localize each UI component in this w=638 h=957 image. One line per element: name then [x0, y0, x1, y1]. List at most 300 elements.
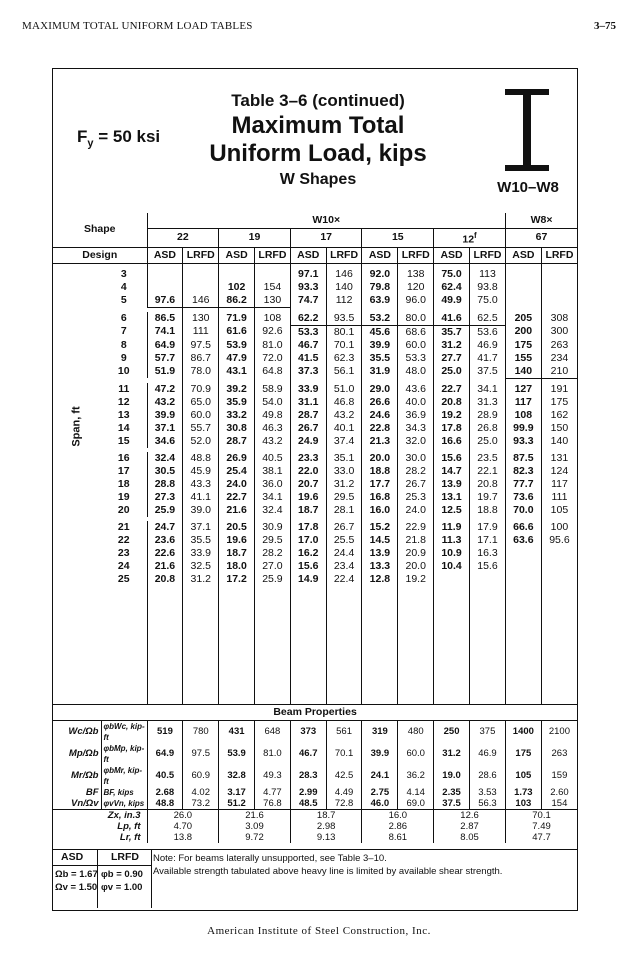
property-value: 519 — [147, 720, 183, 743]
spacer — [541, 586, 577, 705]
span-value: 22 — [117, 533, 130, 546]
lrfd-value: 80.0 — [398, 312, 434, 326]
property-row — [53, 798, 577, 810]
property-value: 70.1 — [326, 743, 362, 765]
lrfd-value: 32.0 — [398, 435, 434, 448]
property-value: 105 — [505, 765, 541, 787]
property-value: 60.0 — [398, 743, 434, 765]
lrfd-value: 150 — [541, 422, 577, 435]
lrfd-value — [183, 281, 219, 294]
lrfd-value: 34.1 — [255, 491, 291, 504]
asd-value: 34.6 — [147, 435, 183, 448]
asd-value: 37.1 — [147, 422, 183, 435]
asd-property-label: Mp/Ωb — [68, 748, 99, 759]
asd-value: 30.8 — [219, 422, 255, 435]
table-row — [53, 435, 577, 448]
lrfd-value: 26.8 — [469, 422, 505, 435]
property-value: 4.77 — [255, 787, 291, 798]
asd-value: 27.3 — [147, 491, 183, 504]
property-value: 648 — [255, 720, 291, 743]
property-value: 2.60 — [541, 787, 577, 798]
lrfd-value: 65.0 — [183, 396, 219, 409]
lrfd-value: 234 — [541, 352, 577, 365]
asd-value: 18.7 — [219, 547, 255, 560]
lrfd-value: 95.6 — [541, 534, 577, 547]
asd-value: 41.6 — [434, 312, 470, 326]
lrfd-value: 54.0 — [255, 396, 291, 409]
lrfd-value: 20.8 — [469, 478, 505, 491]
lrfd-value — [541, 547, 577, 560]
asd-value: 33.9 — [290, 383, 326, 396]
lrfd-col-header: LRFD — [541, 247, 577, 263]
table-row — [53, 491, 577, 504]
property-value: 28.3 — [290, 765, 326, 787]
asd-value: 22.7 — [219, 491, 255, 504]
lrfd-value — [541, 294, 577, 308]
table-subtitle: W Shapes — [279, 171, 357, 188]
lrfd-value: 117 — [541, 478, 577, 491]
section-property-value: 7.49 — [505, 821, 577, 832]
property-value: 46.0 — [362, 798, 398, 810]
lrfd-value: 22.1 — [469, 465, 505, 478]
weight-header: 12$^f$ — [434, 229, 506, 248]
section-property-value: 2.87 — [434, 821, 506, 832]
asd-col-header: ASD — [505, 247, 541, 263]
lrfd-value: 75.0 — [469, 294, 505, 308]
lrfd-value: 28.2 — [255, 547, 291, 560]
asd-value: 10.9 — [434, 547, 470, 560]
lrfd-value: 43.2 — [326, 409, 362, 422]
lrfd-col-header: LRFD — [183, 247, 219, 263]
table-row — [53, 352, 577, 365]
property-value: 250 — [434, 720, 470, 743]
spacer — [183, 586, 219, 705]
lrfd-value: 100 — [541, 521, 577, 534]
lrfd-value: 112 — [326, 294, 362, 308]
spacer — [362, 586, 398, 705]
lrfd-value: 55.7 — [183, 422, 219, 435]
lrfd-col-header: LRFD — [255, 247, 291, 263]
lrfd-value: 41.1 — [183, 491, 219, 504]
spacer — [326, 586, 362, 705]
lrfd-value: 15.6 — [469, 560, 505, 573]
asd-label: ASD — [61, 851, 84, 863]
property-value: 2.68 — [147, 787, 183, 798]
lrfd-value: 20.9 — [398, 547, 434, 560]
lrfd-value: 68.6 — [398, 325, 434, 339]
spacer — [147, 586, 183, 705]
property-value: 76.8 — [255, 798, 291, 810]
span-value: 20 — [117, 503, 130, 516]
asd-value: 14.5 — [362, 534, 398, 547]
asd-value — [434, 573, 470, 586]
table-row — [53, 478, 577, 491]
lrfd-value: 34.3 — [398, 422, 434, 435]
table-row — [53, 281, 577, 294]
span-value: 9 — [120, 351, 127, 364]
lrfd-value: 16.3 — [469, 547, 505, 560]
asd-value: 18.7 — [290, 504, 326, 517]
property-value: 431 — [219, 720, 255, 743]
span-value: 10 — [117, 364, 130, 377]
spacer — [290, 586, 326, 705]
section-property-label: Zx, in.3 — [107, 809, 141, 821]
lrfd-value: 19.7 — [469, 491, 505, 504]
asd-value: 21.6 — [147, 560, 183, 573]
notes-section — [53, 849, 577, 910]
asd-value: 26.9 — [219, 452, 255, 465]
section-property-value: 70.1 — [505, 809, 577, 821]
asd-value: 19.6 — [219, 534, 255, 547]
property-row — [53, 765, 577, 787]
lrfd-value: 52.0 — [183, 435, 219, 448]
asd-value: 31.9 — [362, 365, 398, 379]
asd-value: 25.4 — [219, 465, 255, 478]
property-row — [53, 720, 577, 743]
group-header-w8: W8× — [505, 213, 577, 229]
asd-value: 37.3 — [290, 365, 326, 379]
asd-value: 18.0 — [219, 560, 255, 573]
section-property-value: 4.70 — [147, 821, 219, 832]
asd-col-header: ASD — [147, 247, 183, 263]
asd-value: 12.8 — [362, 573, 398, 586]
asd-value: 49.9 — [434, 294, 470, 308]
page-footer: American Institute of Steel Construction, Inc. — [207, 925, 431, 937]
asd-value: 46.7 — [290, 339, 326, 352]
asd-property-label: Mr/Ωb — [71, 770, 99, 781]
asd-value: 25.9 — [147, 504, 183, 517]
lrfd-value: 175 — [541, 396, 577, 409]
asd-value: 20.5 — [219, 521, 255, 534]
lrfd-value: 30.0 — [398, 452, 434, 465]
asd-col-header: ASD — [219, 247, 255, 263]
lrfd-label: LRFD — [111, 851, 139, 863]
asd-value — [219, 268, 255, 281]
lrfd-value: 17.9 — [469, 521, 505, 534]
property-value: 46.9 — [469, 743, 505, 765]
property-value: 4.02 — [183, 787, 219, 798]
note-text: Note: For beams laterally unsupported, see Table 3–10. Available strength tabulated above heavy line is limited by available shear strength. — [153, 853, 503, 877]
lrfd-value: 46.9 — [469, 339, 505, 352]
span-value: 11 — [118, 382, 130, 395]
asd-value: 28.7 — [219, 435, 255, 448]
asd-value: 71.9 — [219, 312, 255, 326]
weight-header: 19 — [219, 229, 291, 248]
section-property-value: 13.8 — [147, 832, 219, 843]
asd-value: 32.4 — [147, 452, 183, 465]
table-row — [53, 409, 577, 422]
asd-value: 43.2 — [147, 396, 183, 409]
yield-strength-label: $F_y = 50$ ksi — [77, 127, 161, 150]
lrfd-value: 120 — [398, 281, 434, 294]
asd-value: 13.9 — [362, 547, 398, 560]
section-property-value: 8.05 — [434, 832, 506, 843]
property-value: 64.9 — [147, 743, 183, 765]
section-property-row — [53, 821, 577, 832]
span-value: 21 — [117, 520, 130, 533]
asd-value: 28.7 — [290, 409, 326, 422]
lrfd-value: 93.8 — [469, 281, 505, 294]
table-row — [53, 521, 577, 534]
section-property-row — [53, 832, 577, 843]
lrfd-value: 17.1 — [469, 534, 505, 547]
spacer — [505, 586, 541, 705]
asd-value: 14.7 — [434, 465, 470, 478]
lrfd-value: 32.4 — [255, 504, 291, 517]
asd-value: 11.3 — [434, 534, 470, 547]
asd-value: 28.8 — [147, 478, 183, 491]
asd-value: 18.8 — [362, 465, 398, 478]
lrfd-value: 53.6 — [469, 325, 505, 339]
lrfd-value: 154 — [255, 281, 291, 294]
property-value: 36.2 — [398, 765, 434, 787]
table-row — [53, 452, 577, 465]
asd-value: 30.5 — [147, 465, 183, 478]
section-property-value: 26.0 — [147, 809, 219, 821]
asd-value: 41.5 — [290, 352, 326, 365]
asd-value: 24.6 — [362, 409, 398, 422]
span-value: 7 — [120, 325, 127, 338]
lrfd-value — [469, 573, 505, 586]
table-row — [53, 547, 577, 560]
asd-value: 66.6 — [505, 521, 541, 534]
shape-range: W10–W8 — [497, 179, 559, 196]
property-value: 3.53 — [469, 787, 505, 798]
span-value: 14 — [117, 421, 130, 434]
asd-value: 63.9 — [362, 294, 398, 308]
phi-values: φb = 0.90 φv = 1.00 — [101, 869, 143, 893]
lrfd-value: 26.7 — [326, 521, 362, 534]
spacer — [255, 586, 291, 705]
lrfd-value: 300 — [541, 325, 577, 339]
property-value: 4.14 — [398, 787, 434, 798]
property-value: 48.5 — [290, 798, 326, 810]
lrfd-value: 20.0 — [398, 560, 434, 573]
asd-col-header: ASD — [362, 247, 398, 263]
property-value: 263 — [541, 743, 577, 765]
section-property-value: 21.6 — [219, 809, 291, 821]
lrfd-value: 97.5 — [183, 339, 219, 352]
property-value: 319 — [362, 720, 398, 743]
asd-value: 21.3 — [362, 435, 398, 448]
asd-value: 61.6 — [219, 325, 255, 339]
lrfd-value: 25.3 — [398, 491, 434, 504]
span-value: 6 — [120, 311, 127, 324]
asd-value: 23.3 — [290, 452, 326, 465]
lrfd-value: 21.8 — [398, 534, 434, 547]
property-value: 46.7 — [290, 743, 326, 765]
section-property-value: 3.09 — [219, 821, 291, 832]
lrfd-value: 124 — [541, 465, 577, 478]
property-value: 39.9 — [362, 743, 398, 765]
lrfd-value: 45.9 — [183, 465, 219, 478]
lrfd-value: 43.6 — [398, 383, 434, 396]
span-value: 13 — [117, 408, 130, 421]
property-value: 1.73 — [505, 787, 541, 798]
span-value: 5 — [120, 293, 127, 306]
lrfd-value — [541, 281, 577, 294]
asd-value: 20.8 — [434, 396, 470, 409]
lrfd-property-label: BF, kips — [101, 787, 147, 798]
section-property-value: 9.13 — [290, 832, 362, 843]
property-value: 37.5 — [434, 798, 470, 810]
lrfd-value — [541, 560, 577, 573]
asd-value — [505, 573, 541, 586]
lrfd-value: 108 — [255, 312, 291, 326]
running-head — [22, 20, 616, 36]
beam-properties-header: Beam Properties — [53, 704, 577, 720]
asd-value: 39.9 — [147, 409, 183, 422]
asd-value: 57.7 — [147, 352, 183, 365]
lrfd-value: 35.1 — [326, 452, 362, 465]
lrfd-value: 32.5 — [183, 560, 219, 573]
asd-value: 73.6 — [505, 491, 541, 504]
lrfd-value: 58.9 — [255, 383, 291, 396]
lrfd-value: 35.5 — [183, 534, 219, 547]
page-number: 3–75 — [594, 20, 616, 32]
section-property-row — [53, 809, 577, 821]
asd-value: 15.2 — [362, 521, 398, 534]
lrfd-value: 140 — [326, 281, 362, 294]
design-label: Design — [53, 247, 147, 263]
omega-values: Ωb = 1.67 Ωv = 1.50 — [55, 869, 98, 893]
lrfd-value: 34.1 — [469, 383, 505, 396]
asd-value: 14.9 — [290, 573, 326, 586]
asd-value: 63.6 — [505, 534, 541, 547]
property-value: 72.8 — [326, 798, 362, 810]
asd-value: 17.2 — [219, 573, 255, 586]
asd-value: 53.3 — [290, 325, 326, 339]
table-row — [53, 383, 577, 396]
load-table — [53, 213, 577, 843]
lrfd-value: 210 — [541, 365, 577, 379]
spacer — [219, 586, 255, 705]
lrfd-value: 86.7 — [183, 352, 219, 365]
asd-value: 15.6 — [290, 560, 326, 573]
property-value: 175 — [505, 743, 541, 765]
span-value: 23 — [117, 546, 130, 559]
lrfd-value: 36.9 — [398, 409, 434, 422]
weight-header: 67 — [505, 229, 577, 248]
asd-value: 11.9 — [434, 521, 470, 534]
asd-value: 70.0 — [505, 504, 541, 517]
spacer — [53, 586, 147, 705]
weight-header: 15 — [362, 229, 434, 248]
property-value: 154 — [541, 798, 577, 810]
asd-value: 175 — [505, 339, 541, 352]
lrfd-value: 19.2 — [398, 573, 434, 586]
asd-value: 22.8 — [362, 422, 398, 435]
asd-value: 22.6 — [147, 547, 183, 560]
asd-value: 23.6 — [147, 534, 183, 547]
asd-value — [505, 560, 541, 573]
asd-value: 92.0 — [362, 268, 398, 281]
table-title: Maximum Total Uniform Load, kips — [209, 112, 427, 167]
lrfd-value: 49.8 — [255, 409, 291, 422]
lrfd-value: 111 — [541, 491, 577, 504]
property-value: 2.75 — [362, 787, 398, 798]
asd-value — [147, 281, 183, 294]
section-property-value: 47.7 — [505, 832, 577, 843]
property-value: 19.0 — [434, 765, 470, 787]
section-property-value: 9.72 — [219, 832, 291, 843]
lrfd-value: 31.3 — [469, 396, 505, 409]
asd-value: 17.7 — [362, 478, 398, 491]
lrfd-value: 92.6 — [255, 325, 291, 339]
span-value: 4 — [120, 280, 127, 293]
asd-value: 25.0 — [434, 365, 470, 379]
property-value: 49.3 — [255, 765, 291, 787]
property-value: 24.1 — [362, 765, 398, 787]
asd-value: 200 — [505, 325, 541, 339]
spacer — [398, 586, 434, 705]
asd-value: 86.2 — [219, 294, 255, 308]
lrfd-value: 37.1 — [183, 521, 219, 534]
asd-value: 87.5 — [505, 452, 541, 465]
asd-value: 74.1 — [147, 325, 183, 339]
lrfd-value: 70.9 — [183, 383, 219, 396]
span-value: 18 — [117, 477, 130, 490]
section-property-value: 16.0 — [362, 809, 434, 821]
lrfd-value: 111 — [183, 325, 219, 339]
property-value: 81.0 — [255, 743, 291, 765]
lrfd-value: 29.5 — [326, 491, 362, 504]
asd-value: 24.0 — [219, 478, 255, 491]
asd-value: 75.0 — [434, 268, 470, 281]
lrfd-value: 33.0 — [326, 465, 362, 478]
table-row — [53, 534, 577, 547]
property-value: 375 — [469, 720, 505, 743]
running-head-left: MAXIMUM TOTAL UNIFORM LOAD TABLES — [22, 20, 253, 32]
asd-value: 20.8 — [147, 573, 183, 586]
table-row — [53, 268, 577, 281]
lrfd-value: 27.0 — [255, 560, 291, 573]
lrfd-value: 46.3 — [255, 422, 291, 435]
lrfd-value: 36.0 — [255, 478, 291, 491]
lrfd-value: 24.4 — [326, 547, 362, 560]
lrfd-value: 29.5 — [255, 534, 291, 547]
lrfd-value: 48.8 — [183, 452, 219, 465]
shape-label: Shape — [53, 213, 147, 247]
asd-value — [505, 547, 541, 560]
property-value: 2100 — [541, 720, 577, 743]
asd-value: 99.9 — [505, 422, 541, 435]
section-property-value: 12.6 — [434, 809, 506, 821]
lrfd-value: 263 — [541, 339, 577, 352]
table-row — [53, 504, 577, 517]
lrfd-value: 33.9 — [183, 547, 219, 560]
property-value: 2.35 — [434, 787, 470, 798]
property-row — [53, 787, 577, 798]
lrfd-value: 18.8 — [469, 504, 505, 517]
asd-value: 10.4 — [434, 560, 470, 573]
property-value: 60.9 — [183, 765, 219, 787]
lrfd-value: 40.1 — [326, 422, 362, 435]
lrfd-value: 138 — [398, 268, 434, 281]
span-value: 25 — [117, 572, 130, 585]
table-row — [53, 365, 577, 379]
asd-value: 20.7 — [290, 478, 326, 491]
asd-value: 155 — [505, 352, 541, 365]
lrfd-value: 48.0 — [398, 365, 434, 379]
asd-value: 53.2 — [362, 312, 398, 326]
lrfd-value: 25.5 — [326, 534, 362, 547]
asd-value — [505, 294, 541, 308]
lrfd-value — [541, 268, 577, 281]
lrfd-value: 37.4 — [326, 435, 362, 448]
lrfd-value: 28.2 — [398, 465, 434, 478]
asd-value: 97.6 — [147, 294, 183, 308]
